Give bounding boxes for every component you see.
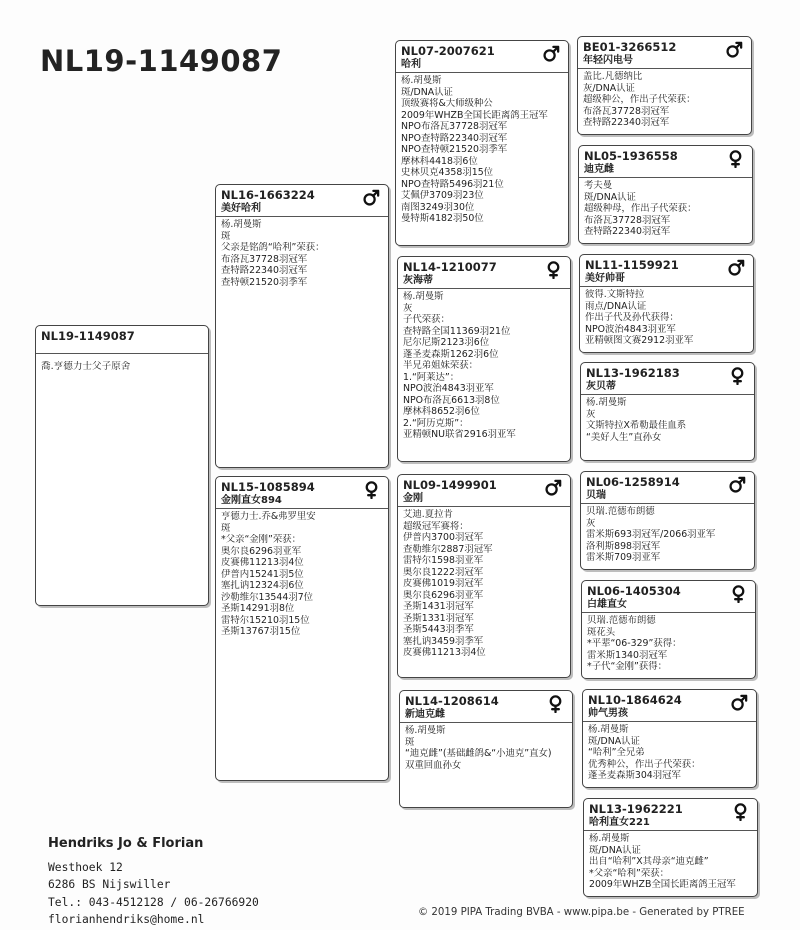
card-line: 查特路22340羽冠军 (583, 117, 670, 128)
card-body (400, 723, 572, 774)
card-line: 喬.亨德力士父子原舍 (41, 361, 131, 372)
ring-number: NL09-1499901 (403, 478, 497, 492)
ring-number: NL15-1085894 (221, 480, 315, 494)
card-line: 雨点/DNA认证 (585, 300, 647, 312)
card-line: 杨.胡曼斯 (588, 724, 629, 735)
card-header (583, 690, 756, 721)
card-line: 皮赛佛1019羽冠军 (403, 578, 484, 589)
pigeon-name: 年轻闪电号 (583, 55, 633, 66)
card-line: 洛利斯898羽冠军 (586, 540, 661, 552)
pigeon-card-dam-dam (399, 690, 573, 808)
ring-number: NL05-1936558 (584, 149, 678, 163)
card-line: NPO查特路5496羽21位 (401, 178, 504, 190)
card-line: 奥尔良6296羽亚军 (403, 589, 484, 601)
card-line: 2009年WHZB全国长距离鸽王冠军 (589, 879, 736, 890)
card-header (398, 475, 570, 506)
card-line: 文斯特拉X希勒最佳血系 (586, 420, 687, 431)
pigeon-name: 灰贝蒂 (586, 381, 616, 392)
card-line: 贝瑞.范德布朗德 (586, 506, 655, 517)
male-icon (727, 258, 746, 277)
card-line: 优秀种公，作出子代荣获： (588, 758, 701, 770)
card-line: 查特顿21520羽季军 (221, 276, 308, 288)
card-line: 雷米斯693羽冠军/2066羽亚军 (586, 529, 716, 540)
card-header (581, 472, 754, 503)
pigeon-card-sire-dam (397, 256, 571, 462)
male-icon (362, 188, 381, 207)
card-header (396, 41, 568, 72)
card-line: 蓬圣麦森斯1262羽6位 (403, 348, 499, 360)
pigeon-name: 哈利 (401, 59, 421, 70)
card-line: 皮赛佛11213羽4位 (221, 557, 304, 568)
card-line: 作出子代及孙代获得： (585, 312, 679, 323)
card-header (584, 799, 757, 830)
ring-number: NL16-1663224 (221, 188, 315, 202)
card-body (579, 178, 752, 241)
card-body (580, 287, 753, 350)
card-body (584, 831, 757, 894)
card-line: 2.“阿历克斯”： (403, 417, 469, 429)
pigeon-name: 迪克雌 (584, 164, 614, 175)
card-line: 斑/DNA认证 (584, 191, 636, 203)
pigeon-name: 新迪克雌 (405, 709, 445, 720)
female-icon (546, 694, 565, 713)
card-body (582, 613, 755, 676)
card-line: 子代荣获： (403, 314, 450, 325)
card-line: 查特路全国11369羽21位 (403, 325, 511, 337)
card-line: 盖比.凡德纳比 (583, 71, 643, 82)
card-line: 圣斯13767羽15位 (221, 626, 301, 637)
card-line: 亚精顿图文赛2912羽亚军 (585, 335, 694, 346)
card-line: 布洛瓦37728羽冠军 (584, 214, 671, 226)
ring-number: NL14-1208614 (405, 694, 499, 708)
card-body (578, 69, 751, 132)
card-line: NPO布洛瓦6613羽8位 (403, 394, 500, 406)
card-line: “哈利”全兄弟 (588, 747, 645, 758)
card-header (581, 363, 754, 394)
card-header (582, 581, 755, 612)
card-line: 杨.胡曼斯 (401, 75, 442, 86)
card-line: *父亲“哈利”荣获： (589, 867, 670, 879)
card-line: *父亲“金刚”荣获： (221, 534, 302, 545)
card-line: 杨.胡曼斯 (405, 725, 446, 736)
card-line: 史林贝克4358羽15位 (401, 167, 494, 178)
card-body (216, 217, 388, 291)
phone-numbers: Tel.: 043-4512128 / 06-26766920 (48, 895, 259, 909)
card-line: 蓬圣麦森斯304羽冠军 (588, 770, 681, 781)
pigeon-card-ggp-3 (579, 254, 754, 353)
card-line: 父亲是铭鸽“哈利”荣获： (221, 242, 325, 253)
card-line: 奥尔良1222羽冠军 (403, 566, 484, 578)
male-icon (542, 44, 561, 63)
card-body (581, 395, 754, 446)
card-header (36, 326, 208, 353)
card-header (579, 146, 752, 177)
pigeon-name: 哈利直女221 (589, 817, 650, 828)
ring-number: NL13-1962221 (589, 802, 683, 816)
card-line: NPO波治4843羽亚军 (403, 383, 494, 394)
pigeon-name: 白雄直女 (587, 599, 627, 610)
pedigree-title: NL19-1149087 (40, 44, 283, 78)
card-line: 杨.胡曼斯 (589, 833, 630, 844)
ring-number: NL14-1210077 (403, 260, 497, 274)
card-line: 尼尔尼斯2123羽6位 (403, 337, 490, 348)
card-line: 摩林科8652羽6位 (403, 406, 480, 417)
pigeon-name: 帅气男孩 (588, 708, 628, 719)
female-icon (728, 366, 747, 385)
male-icon (730, 693, 749, 712)
card-line: 斑 (221, 230, 231, 242)
male-icon (728, 475, 747, 494)
card-line: 灰 (586, 517, 596, 529)
card-line: 斑/DNA认证 (588, 735, 640, 747)
pigeon-card-dam (215, 476, 389, 781)
female-icon (729, 584, 748, 603)
card-line: 杨.胡曼斯 (403, 291, 444, 302)
ring-number: NL06-1258914 (586, 475, 680, 489)
card-line: 斑花头 (587, 626, 616, 638)
card-line: 查特路22340羽冠军 (584, 226, 671, 237)
address-city: 6286 BS Nijswiller (48, 878, 171, 892)
card-line: 查特路22340羽冠军 (221, 265, 308, 276)
female-icon (362, 480, 381, 499)
card-line: 斑/DNA认证 (401, 86, 453, 98)
card-line: *平辈“06-329”获得： (587, 638, 682, 649)
card-body (36, 354, 208, 376)
female-icon (731, 802, 750, 821)
card-line: NPO波治4843羽亚军 (585, 323, 676, 335)
card-line: 1.“阿莱达”： (403, 371, 460, 383)
pigeon-name: 贝瑞 (586, 490, 606, 501)
card-line: 贝瑞.范德布朗德 (587, 615, 656, 626)
card-line: 半兄弟姐妹荣获： (403, 360, 479, 371)
card-line: 出自“哈利”X其母亲“迪克雌” (589, 856, 709, 867)
pigeon-card-ggp-2 (578, 145, 753, 244)
card-line: “美好人生”直孙女 (586, 431, 662, 443)
card-body (583, 722, 756, 785)
card-line: 考夫曼 (584, 180, 613, 191)
pigeon-name: 美好帅哥 (585, 273, 625, 284)
breeder-contact (48, 836, 259, 928)
card-line: *子代“金刚”获得： (587, 661, 668, 672)
card-header (580, 255, 753, 286)
card-line: 超级种公，作出子代荣获： (583, 94, 696, 105)
ring-number: NL07-2007621 (401, 44, 495, 58)
ring-number: NL13-1962183 (586, 366, 680, 380)
card-line: 布洛瓦37728羽冠军 (583, 105, 670, 117)
pigeon-card-sire (215, 184, 389, 468)
card-line: 顶级赛将&大师级种公 (401, 98, 493, 109)
card-line: 南图3249羽30位 (401, 201, 475, 213)
card-line: 伊普内15241羽5位 (221, 568, 304, 580)
card-header (400, 691, 572, 722)
card-line: 沙勒维尔13544羽7位 (221, 591, 314, 603)
pigeon-card-ggp-4 (580, 362, 755, 461)
pigeon-card-ggp-5 (580, 471, 755, 570)
card-line: NPO查特路22340羽冠军 (401, 132, 508, 144)
pigeon-name: 美好哈利 (221, 203, 261, 214)
card-line: 杨.胡曼斯 (221, 219, 262, 230)
male-icon (544, 478, 563, 497)
card-line: 杨.胡曼斯 (586, 397, 627, 408)
pigeon-name: 灰海蒂 (403, 275, 433, 286)
female-icon (726, 149, 745, 168)
card-line: 雷米斯1340羽冠军 (587, 649, 668, 661)
card-line: 皮赛佛11213羽4位 (403, 647, 486, 658)
card-line: 雷特尔1598羽亚军 (403, 555, 484, 566)
card-line: 圣斯1431羽冠军 (403, 601, 474, 612)
card-line: 亨德力士.乔&弗罗里安 (221, 511, 316, 522)
pigeon-card-subject (35, 325, 209, 606)
card-body (398, 507, 570, 662)
copyright-notice: © 2019 PIPA Trading BVBA - www.pipa.be - Generated by PTREE (418, 907, 745, 918)
email-address: florianhendriks@home.nl (48, 912, 205, 926)
card-line: 摩林科4418羽6位 (401, 155, 478, 167)
card-line: 艾佩伊3709羽23位 (401, 190, 484, 201)
pigeon-card-ggp-7 (582, 689, 757, 788)
card-line: 查勒维尔2887羽冠军 (403, 543, 493, 555)
card-line: 斑 (405, 736, 415, 748)
card-line: NPO查特顿21520羽季军 (401, 144, 508, 155)
ring-number: BE01-3266512 (583, 40, 677, 54)
ring-number: NL10-1864624 (588, 693, 682, 707)
pigeon-card-sire-sire (395, 40, 569, 246)
card-line: 双重回血孙女 (405, 759, 462, 771)
ring-number: NL11-1159921 (585, 258, 679, 272)
card-line: 塞扎讷12324羽6位 (221, 580, 304, 591)
card-line: 灰 (586, 408, 596, 420)
address-street: Westhoek 12 (48, 861, 123, 874)
card-line: NPO布洛瓦37728羽冠军 (401, 121, 508, 132)
card-header (578, 37, 751, 68)
card-line: 亚精顿NU联省2916羽亚军 (403, 429, 516, 440)
pigeon-card-ggp-6 (581, 580, 756, 679)
card-line: 2009年WHZB全国长距离鸽王冠军 (401, 109, 548, 121)
card-line: 雷特尔15210羽15位 (221, 614, 310, 626)
ring-number: NL06-1405304 (587, 584, 681, 598)
male-icon (725, 40, 744, 59)
card-line: 伊普内3700羽冠军 (403, 532, 484, 543)
pigeon-card-dam-sire (397, 474, 571, 678)
pigeon-card-ggp-1 (577, 36, 752, 135)
card-body (581, 504, 754, 567)
pigeon-name: 金刚 (403, 493, 423, 504)
card-body (398, 289, 570, 444)
card-line: 超级冠军赛将： (403, 520, 469, 532)
card-line: 奥尔良6296羽亚军 (221, 545, 302, 557)
card-line: 塞扎讷3459羽季军 (403, 635, 484, 647)
female-icon (544, 260, 563, 279)
card-line: 灰/DNA认证 (583, 82, 635, 94)
breeder-name: Hendriks Jo & Florian (48, 836, 204, 851)
card-header (398, 257, 570, 288)
card-body (396, 73, 568, 228)
ring-number: NL19-1149087 (41, 329, 135, 343)
card-line: 斑 (221, 522, 231, 534)
card-line: 圣斯1331羽冠军 (403, 612, 474, 624)
card-line: “迪克雌”(基础雌鸽&“小迪克”直女) (405, 748, 552, 759)
card-line: 彼得.文斯特拉 (585, 289, 645, 300)
card-line: 圣斯5443羽季军 (403, 624, 474, 635)
card-line: 灰 (403, 302, 413, 314)
card-line: 雷米斯709羽亚军 (586, 552, 661, 563)
card-line: 曼特斯4182羽50位 (401, 213, 484, 224)
card-line: 斑/DNA认证 (589, 844, 641, 856)
pigeon-name: 金刚直女894 (221, 495, 282, 506)
card-header (216, 185, 388, 216)
card-line: 艾迪.夏拉肯 (403, 509, 453, 520)
pigeon-card-ggp-8 (583, 798, 758, 897)
card-line: 圣斯14291羽8位 (221, 603, 295, 614)
card-header (216, 477, 388, 508)
card-body (216, 509, 388, 641)
card-line: 超级种母，作出子代荣获： (584, 203, 697, 214)
card-line: 布洛瓦37728羽冠军 (221, 253, 308, 265)
